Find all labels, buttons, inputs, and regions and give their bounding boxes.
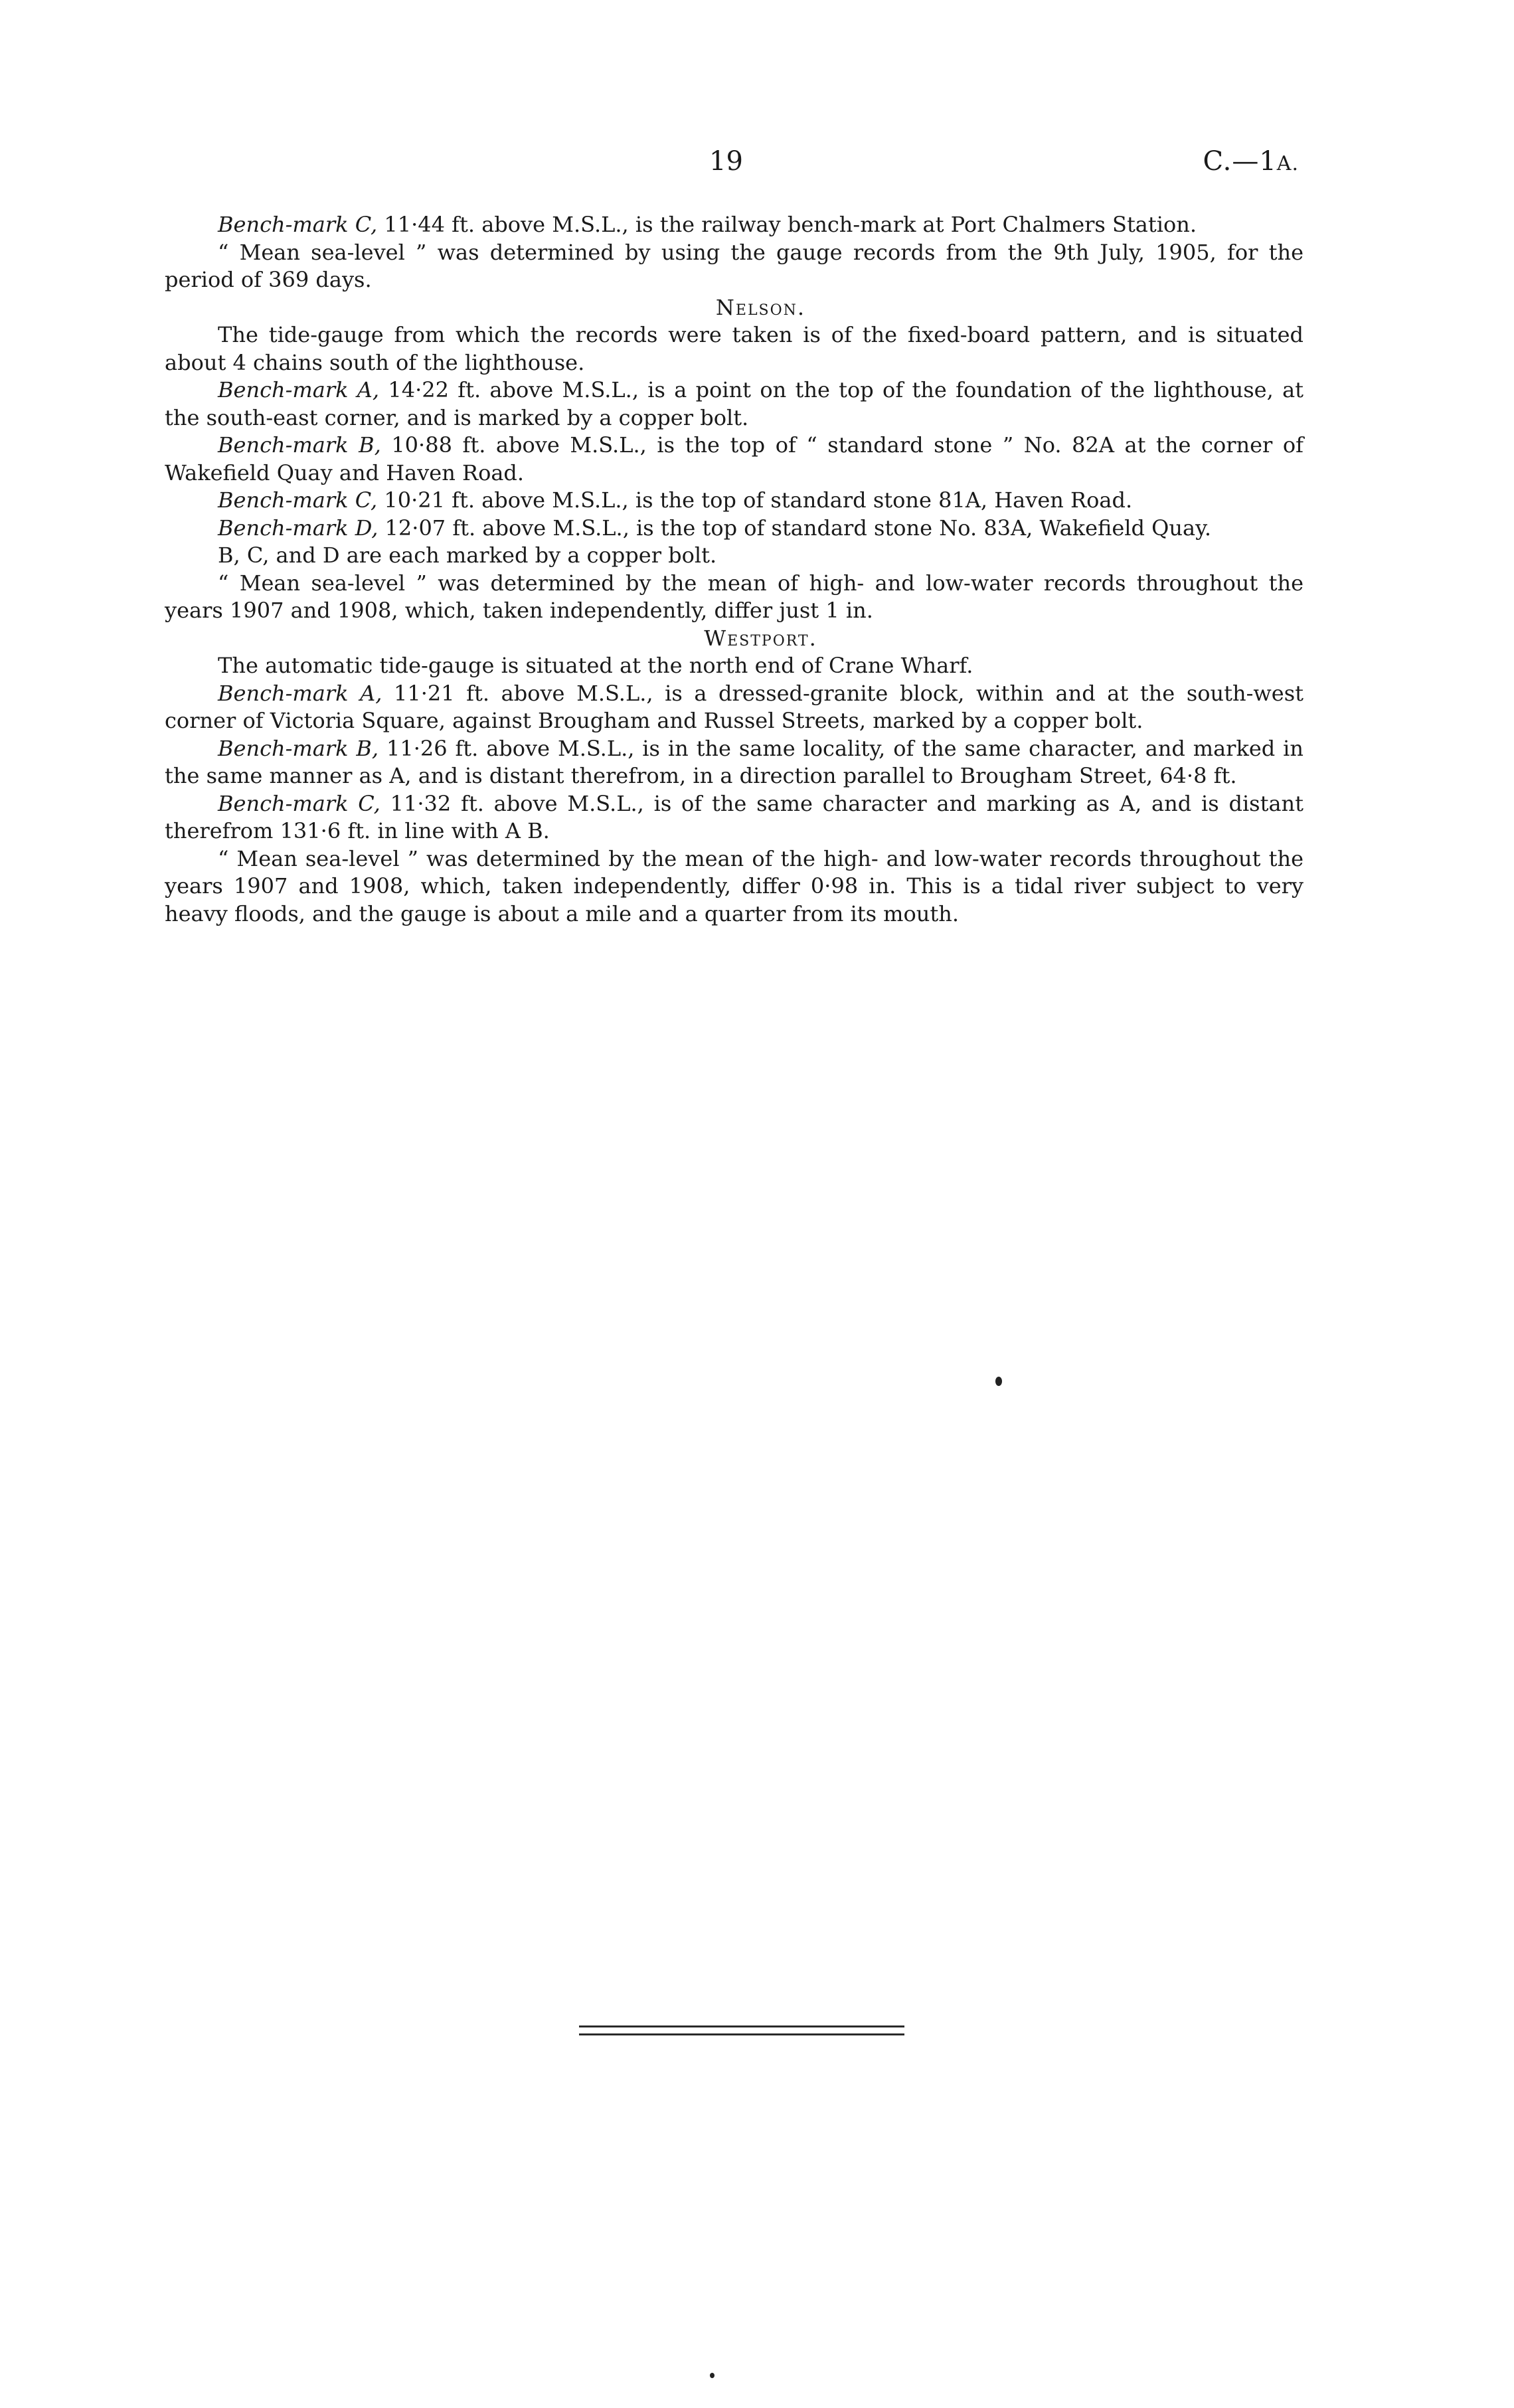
bench-mark-description: 11·21 ft. above M.S.L., is a dressed-granite block, within and at the south-west corner of Victoria Square, against Brougham and Russel Streets, marked by a copper bolt. <box>165 680 1304 733</box>
stone-number-suffix: A <box>1011 515 1027 541</box>
end-rule <box>579 2025 904 2041</box>
ink-speck <box>710 2373 715 2378</box>
end-rule-line <box>579 2025 904 2027</box>
page-number: 19 <box>709 146 743 177</box>
bench-mark-description-cont: , Wakefield Quay. <box>1026 515 1212 541</box>
bench-mark-label: Bench-mark C, <box>218 790 380 816</box>
document-code-prefix: C.—1 <box>1203 146 1277 177</box>
bench-mark-description-cont: at the corner of Wakefield Quay and Haven Road. <box>165 432 1304 485</box>
port-chalmers-mean-sea-level: “ Mean sea-level ” was determined by using the gauge records from the 9th July, 1905, for the period of 369 days. <box>165 239 1304 292</box>
westport-bench-mark-c <box>165 790 1304 845</box>
page-header <box>0 146 1514 193</box>
bench-mark-description: 12·07 ft. above M.S.L., is the top of standard stone No. 83 <box>378 515 1011 541</box>
nelson-copper-bolt-note: B, C, and D are each marked by a copper bolt. <box>218 543 717 568</box>
nelson-bench-mark-b <box>165 432 1304 487</box>
stone-number-suffix: A <box>965 487 981 513</box>
document-code <box>1203 146 1299 177</box>
westport-mean-sea-level: “ Mean sea-level ” was determined by the mean of the high- and low-water records throughout the years 1907 and 1908, which, taken independently, differ 0·98 in. This is a tidal river subject to very heavy floods, and the gauge is about a mile and a quarter from its mouth. <box>165 845 1304 926</box>
bench-mark-label: Bench-mark D, <box>218 515 378 541</box>
bench-mark-description: 10·88 ft. above M.S.L., is the top of “ standard stone ” No. 82 <box>380 432 1099 458</box>
stone-number-suffix: A <box>1098 432 1114 458</box>
bench-mark-description: 11·26 ft. above M.S.L., is in the same locality, of the same character, and marked in the same manner as A, and is distant therefrom, in a direction parallel to Brougham Street, 64·8 ft. <box>165 735 1304 788</box>
westport-heading: Westport. <box>704 625 817 651</box>
nelson-gauge-description: The tide-gauge from which the records were taken is of the fixed-board pattern, and is situated about 4 chains south of the lighthouse. <box>165 322 1304 375</box>
nelson-bench-mark-c <box>165 487 1304 515</box>
nelson-mean-sea-level: “ Mean sea-level ” was determined by the mean of high- and low-water records throughout the years 1907 and 1908, which, taken independently, differ just 1 in. <box>165 570 1304 623</box>
westport-bench-mark-b <box>165 735 1304 790</box>
bench-mark-label: Bench-mark B, <box>218 735 379 761</box>
nelson-bench-mark-a <box>165 377 1304 432</box>
bench-mark-label: Bench-mark A, <box>218 377 380 402</box>
westport-bench-mark-a <box>165 680 1304 735</box>
end-rule-line <box>579 2033 904 2035</box>
nelson-heading: Nelson. <box>715 294 806 320</box>
nelson-bench-mark-d <box>165 515 1304 543</box>
document-code-suffix: A. <box>1276 152 1299 175</box>
bench-mark-label: Bench-mark B, <box>218 432 381 458</box>
bench-mark-description: 14·22 ft. above M.S.L., is a point on the top of the foundation of the lighthouse, at the south-east corner, and is marked by a copper bolt. <box>165 377 1304 430</box>
bench-mark-description: 11·32 ft. above M.S.L., is of the same character and marking as A, and is distant therefrom 131·6 ft. in line with A B. <box>165 790 1304 843</box>
bench-mark-label: Bench-mark C, <box>218 212 378 237</box>
westport-gauge-description: The automatic tide-gauge is situated at the north end of Crane Wharf. <box>218 653 973 678</box>
port-chalmers-bench-mark-c <box>165 211 1304 239</box>
ink-speck <box>995 1377 1002 1386</box>
bench-mark-description: 10·21 ft. above M.S.L., is the top of standard stone 81 <box>377 487 966 513</box>
bench-mark-label: Bench-mark A, <box>218 680 382 706</box>
bench-mark-description: 11·44 ft. above M.S.L., is the railway bench-mark at Port Chalmers Station. <box>377 212 1197 237</box>
bench-mark-label: Bench-mark C, <box>218 487 378 513</box>
body-text <box>165 211 1304 928</box>
bench-mark-description-cont: , Haven Road. <box>980 487 1133 513</box>
